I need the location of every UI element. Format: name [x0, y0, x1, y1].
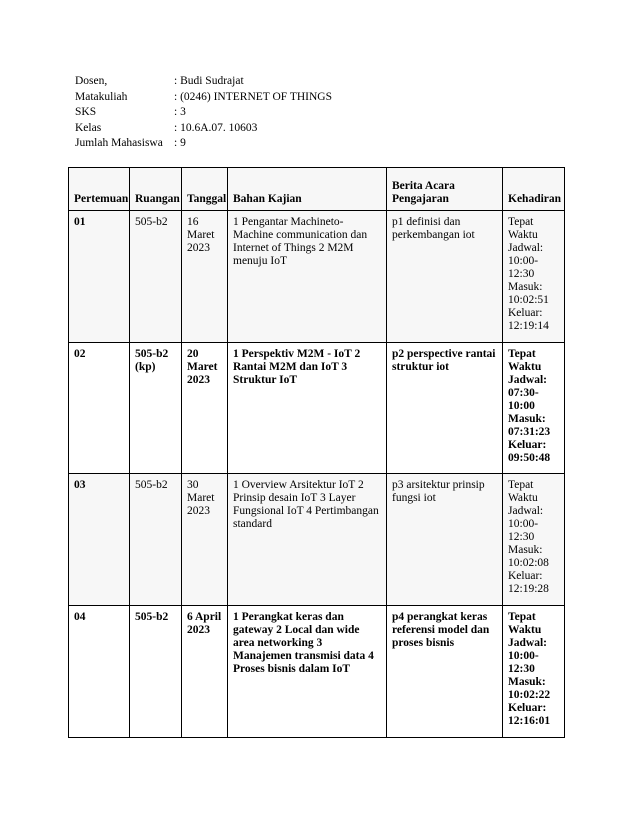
masuk-text: Masuk: 07:31:23	[508, 413, 551, 438]
cell-pertemuan: 02	[69, 343, 130, 474]
header-ruangan: Ruangan	[130, 168, 182, 211]
matakuliah-label: Matakuliah	[75, 90, 128, 103]
jadwal-text: Jadwal: 10:00-12:30	[508, 637, 547, 675]
jadwal-text: Jadwal: 10:00-12:30	[508, 505, 544, 543]
keluar-text: Keluar: 09:50:48	[508, 439, 551, 464]
cell-tanggal: 6 April 2023	[182, 606, 228, 738]
keluar-text: Keluar: 12:19:28	[508, 570, 549, 595]
sks-label: SKS	[75, 106, 97, 119]
jadwal-text: Jadwal: 07:30-10:00	[508, 374, 547, 412]
course-info	[75, 74, 332, 152]
cell-pertemuan: 01	[69, 211, 130, 343]
cell-tanggal: 20 Maret 2023	[182, 343, 228, 474]
jadwal-text: Jadwal: 10:00-12:30	[508, 242, 544, 280]
kelas-label: Kelas	[75, 121, 102, 134]
keluar-text: Keluar: 12:16:01	[508, 702, 551, 727]
sks-value: : 3	[174, 106, 186, 119]
cell-kehadiran	[503, 343, 565, 474]
masuk-text: Masuk: 10:02:22	[508, 676, 551, 701]
info-row-matakuliah	[75, 90, 332, 106]
cell-bahan: 1 Pengantar Machineto-Machine communication dan Internet of Things 2 M2M menuju IoT	[228, 211, 387, 343]
info-row-jumlah	[75, 136, 332, 152]
table-row	[69, 474, 565, 606]
cell-berita: p2 perspective rantai struktur iot	[387, 343, 503, 474]
cell-pertemuan: 03	[69, 474, 130, 606]
table-header-row	[69, 168, 565, 211]
masuk-text: Masuk: 10:02:08	[508, 544, 549, 569]
cell-tanggal: 30 Maret 2023	[182, 474, 228, 606]
cell-berita: p3 arsitektur prinsip fungsi iot	[387, 474, 503, 606]
cell-pertemuan: 04	[69, 606, 130, 738]
cell-bahan: 1 Overview Arsitektur IoT 2 Prinsip desain IoT 3 Layer Fungsional IoT 4 Pertimbangan standard	[228, 474, 387, 606]
matakuliah-value: : (0246) INTERNET OF THINGS	[174, 90, 333, 103]
cell-berita: p1 definisi dan perkembangan iot	[387, 211, 503, 343]
cell-bahan: 1 Perangkat keras dan gateway 2 Local dan wide area networking 3 Manajemen transmisi data 4 Proses bisnis dalam IoT	[228, 606, 387, 738]
header-bahan-kajian: Bahan Kajian	[228, 168, 387, 211]
cell-ruangan: 505-b2	[130, 211, 182, 343]
status-text: Tepat Waktu	[508, 216, 538, 241]
kelas-value: : 10.6A.07. 10603	[174, 121, 258, 134]
status-text: Tepat Waktu	[508, 479, 538, 504]
cell-ruangan: 505-b2	[130, 474, 182, 606]
header-pertemuan: Pertemuan	[69, 168, 130, 211]
info-row-dosen	[75, 74, 332, 90]
jumlah-value: : 9	[174, 137, 186, 150]
cell-kehadiran	[503, 211, 565, 343]
cell-tanggal: 16 Maret 2023	[182, 211, 228, 343]
masuk-text: Masuk: 10:02:51	[508, 281, 549, 306]
header-kehadiran: Kehadiran	[503, 168, 565, 211]
dosen-label: Dosen,	[75, 75, 108, 87]
status-text: Tepat Waktu	[508, 611, 542, 636]
cell-kehadiran	[503, 474, 565, 606]
attendance-table	[68, 167, 565, 738]
keluar-text: Keluar: 12:19:14	[508, 307, 549, 332]
table-row	[69, 211, 565, 343]
info-row-sks	[75, 105, 332, 121]
table-row	[69, 606, 565, 738]
cell-ruangan: 505-b2 (kp)	[130, 343, 182, 474]
header-tanggal: Tanggal	[182, 168, 228, 211]
cell-kehadiran	[503, 606, 565, 738]
status-text: Tepat Waktu	[508, 348, 542, 373]
jumlah-label: Jumlah Mahasiswa	[75, 137, 163, 150]
cell-berita: p4 perangkat keras referensi model dan proses bisnis	[387, 606, 503, 738]
cell-ruangan: 505-b2	[130, 606, 182, 738]
info-row-kelas	[75, 121, 332, 137]
dosen-value: : Budi Sudrajat	[174, 75, 244, 87]
header-berita-acara: Berita Acara Pengajaran	[387, 168, 503, 211]
table-row	[69, 343, 565, 474]
cell-bahan: 1 Perspektiv M2M - IoT 2 Rantai M2M dan IoT 3 Struktur IoT	[228, 343, 387, 474]
